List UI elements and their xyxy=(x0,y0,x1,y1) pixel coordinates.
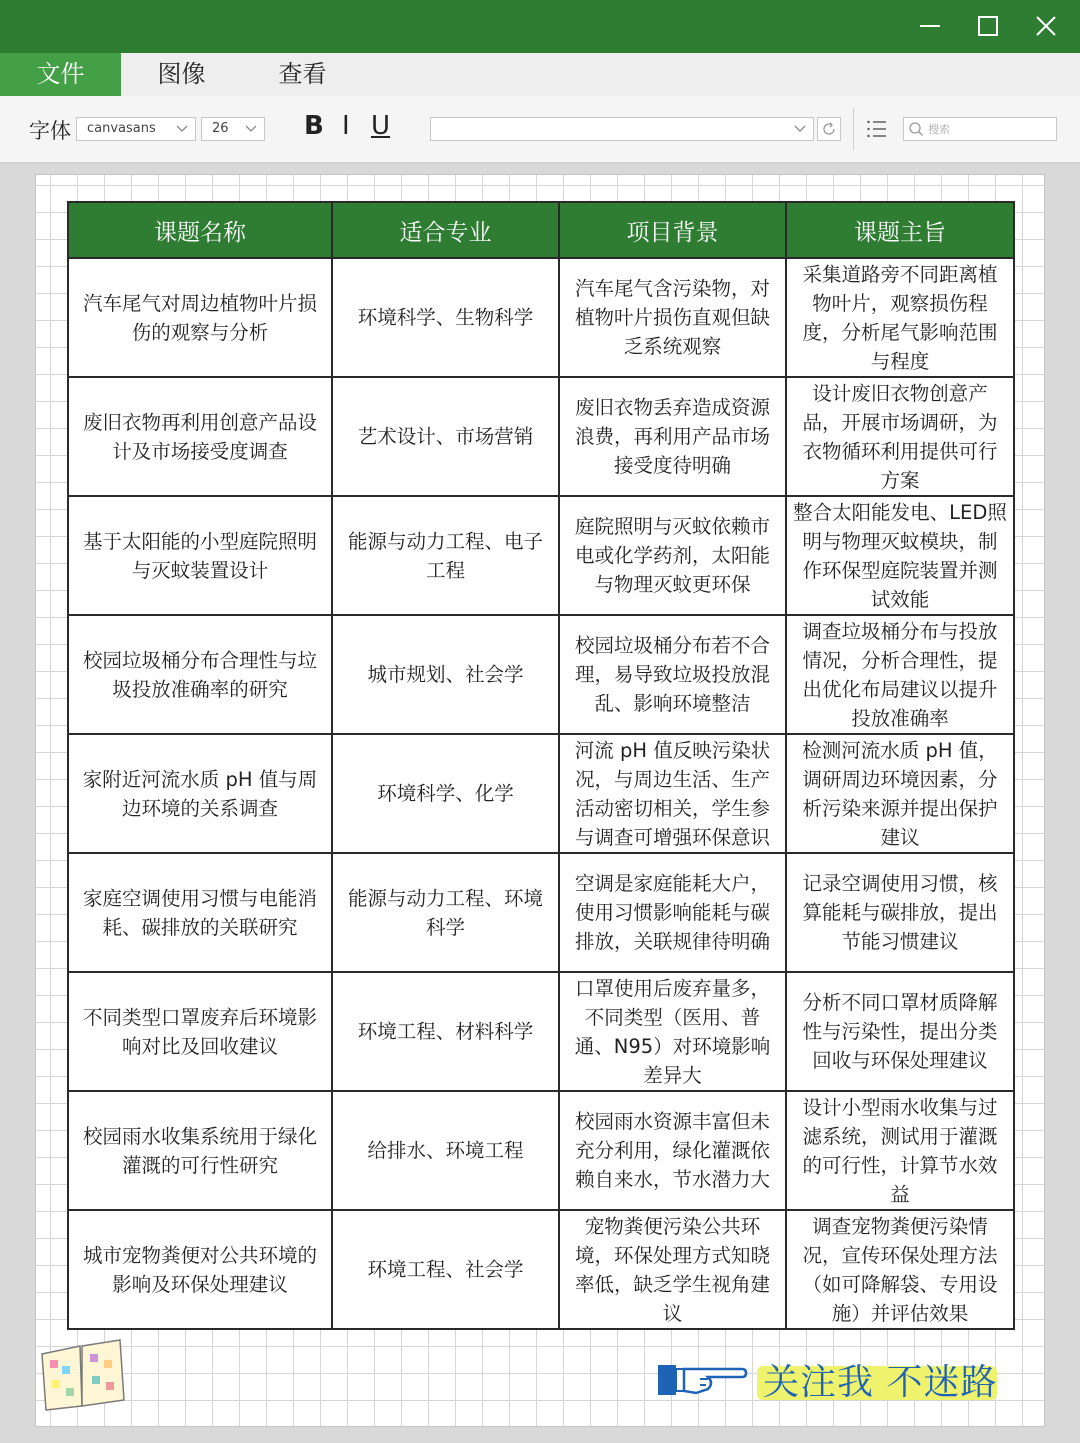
cell-background: 宠物粪便污染公共环境，环保处理方式知晓率低，缺乏学生视角建议 xyxy=(559,1210,786,1329)
cell-purpose: 调查垃圾桶分布与投放情况，分析合理性，提出优化布局建议以提升投放准确率 xyxy=(786,615,1014,734)
cell-major: 环境工程、材料科学 xyxy=(332,972,559,1091)
cell-topic: 家附近河流水质 pH 值与周边环境的关系调查 xyxy=(68,734,332,853)
title-bar xyxy=(0,0,1080,53)
font-size-select[interactable] xyxy=(201,117,265,141)
table-header-row xyxy=(68,202,1014,258)
cell-background: 河流 pH 值反映污染状况，与周边生活、生产活动密切相关，学生参与调查可增强环保意识 xyxy=(559,734,786,853)
cell-background: 汽车尾气含污染物，对植物叶片损伤直观但缺乏系统观察 xyxy=(559,258,786,377)
underline-button[interactable]: U xyxy=(371,111,391,141)
menu-file[interactable]: 文件 xyxy=(0,53,121,96)
menu-view[interactable]: 查看 xyxy=(278,60,327,88)
cell-purpose: 检测河流水质 pH 值，调研周边环境因素，分析污染来源并提出保护建议 xyxy=(786,734,1014,853)
cell-purpose: 设计小型雨水收集与过滤系统，测试用于灌溉的可行性，计算节水效益 xyxy=(786,1091,1014,1210)
pointing-hand-icon xyxy=(656,1357,748,1401)
cell-background: 口罩使用后废弃量多，不同类型（医用、普通、N95）对环境影响差异大 xyxy=(559,972,786,1091)
cell-topic: 废旧衣物再利用创意产品设计及市场接受度调查 xyxy=(68,377,332,496)
search-box[interactable] xyxy=(903,117,1057,141)
address-combo[interactable] xyxy=(430,117,814,141)
menu-bar xyxy=(0,53,1080,96)
font-label: 字体 xyxy=(29,119,71,143)
cell-major: 能源与动力工程、环境科学 xyxy=(332,853,559,972)
cell-major: 能源与动力工程、电子工程 xyxy=(332,496,559,615)
numbered-list-icon xyxy=(866,119,888,141)
font-family-select[interactable] xyxy=(76,117,196,141)
chevron-down-icon xyxy=(244,122,258,136)
table-row xyxy=(68,496,1014,615)
cell-topic: 不同类型口罩废弃后环境影响对比及回收建议 xyxy=(68,972,332,1091)
cell-background: 庭院照明与灭蚊依赖市电或化学药剂，太阳能与物理灭蚊更环保 xyxy=(559,496,786,615)
toolbar-divider xyxy=(853,108,854,150)
header-purpose: 课题主旨 xyxy=(786,202,1014,258)
cell-purpose: 设计废旧衣物创意产品，开展市场调研，为衣物循环利用提供可行方案 xyxy=(786,377,1014,496)
toolbar xyxy=(0,96,1080,163)
list-button[interactable] xyxy=(866,119,888,145)
cell-topic: 家庭空调使用习惯与电能消耗、碳排放的关联研究 xyxy=(68,853,332,972)
cell-topic: 基于太阳能的小型庭院照明与灭蚊装置设计 xyxy=(68,496,332,615)
cell-major: 城市规划、社会学 xyxy=(332,615,559,734)
follow-me-text: 关注我 不迷路 xyxy=(763,1362,998,1403)
cell-topic: 城市宠物粪便对公共环境的影响及环保处理建议 xyxy=(68,1210,332,1329)
table-row xyxy=(68,615,1014,734)
cell-major: 环境科学、生物科学 xyxy=(332,258,559,377)
chevron-down-icon xyxy=(793,122,807,136)
font-size-value: 26 xyxy=(212,121,229,136)
close-icon[interactable] xyxy=(1026,8,1066,44)
table-row xyxy=(68,853,1014,972)
cell-background: 废旧衣物丢弃造成资源浪费，再利用产品市场接受度待明确 xyxy=(559,377,786,496)
search-placeholder: 搜索 xyxy=(928,123,950,136)
cell-background: 空调是家庭能耗大户，使用习惯影响能耗与碳排放，关联规律待明确 xyxy=(559,853,786,972)
header-background: 项目背景 xyxy=(559,202,786,258)
table-row xyxy=(68,258,1014,377)
refresh-button[interactable] xyxy=(817,117,841,141)
table-row xyxy=(68,1091,1014,1210)
search-icon xyxy=(908,121,924,137)
topics-table xyxy=(67,201,1015,1330)
cell-topic: 汽车尾气对周边植物叶片损伤的观察与分析 xyxy=(68,258,332,377)
font-family-value: canvasans xyxy=(87,121,156,136)
cell-purpose: 记录空调使用习惯，核算能耗与碳排放，提出节能习惯建议 xyxy=(786,853,1014,972)
cell-background: 校园垃圾桶分布若不合理，易导致垃圾投放混乱、影响环境整洁 xyxy=(559,615,786,734)
cell-major: 环境科学、化学 xyxy=(332,734,559,853)
minimize-icon[interactable] xyxy=(910,8,950,44)
chevron-down-icon xyxy=(175,122,189,136)
open-book-icon xyxy=(36,1336,128,1414)
cell-purpose: 分析不同口罩材质降解性与污染性，提出分类回收与环保处理建议 xyxy=(786,972,1014,1091)
cell-topic: 校园垃圾桶分布合理性与垃圾投放准确率的研究 xyxy=(68,615,332,734)
cell-topic: 校园雨水收集系统用于绿化灌溉的可行性研究 xyxy=(68,1091,332,1210)
italic-button[interactable]: I xyxy=(342,111,350,141)
cell-major: 环境工程、社会学 xyxy=(332,1210,559,1329)
bold-button[interactable]: B xyxy=(304,111,324,141)
menu-image[interactable]: 图像 xyxy=(157,60,206,88)
cell-purpose: 采集道路旁不同距离植物叶片，观察损伤程度，分析尾气影响范围与程度 xyxy=(786,258,1014,377)
refresh-icon xyxy=(821,121,837,137)
maximize-icon[interactable] xyxy=(968,8,1008,44)
cell-background: 校园雨水资源丰富但未充分利用，绿化灌溉依赖自来水，节水潜力大 xyxy=(559,1091,786,1210)
table-row xyxy=(68,377,1014,496)
header-topic: 课题名称 xyxy=(68,202,332,258)
cell-major: 艺术设计、市场营销 xyxy=(332,377,559,496)
cell-purpose: 整合太阳能发电、LED照明与物理灭蚊模块，制作环保型庭院装置并测试效能 xyxy=(786,496,1014,615)
cell-major: 给排水、环境工程 xyxy=(332,1091,559,1210)
table-row xyxy=(68,734,1014,853)
table-row xyxy=(68,972,1014,1091)
table-row xyxy=(68,1210,1014,1329)
cell-purpose: 调查宠物粪便污染情况，宣传环保处理方法（如可降解袋、专用设施）并评估效果 xyxy=(786,1210,1014,1329)
header-major: 适合专业 xyxy=(332,202,559,258)
